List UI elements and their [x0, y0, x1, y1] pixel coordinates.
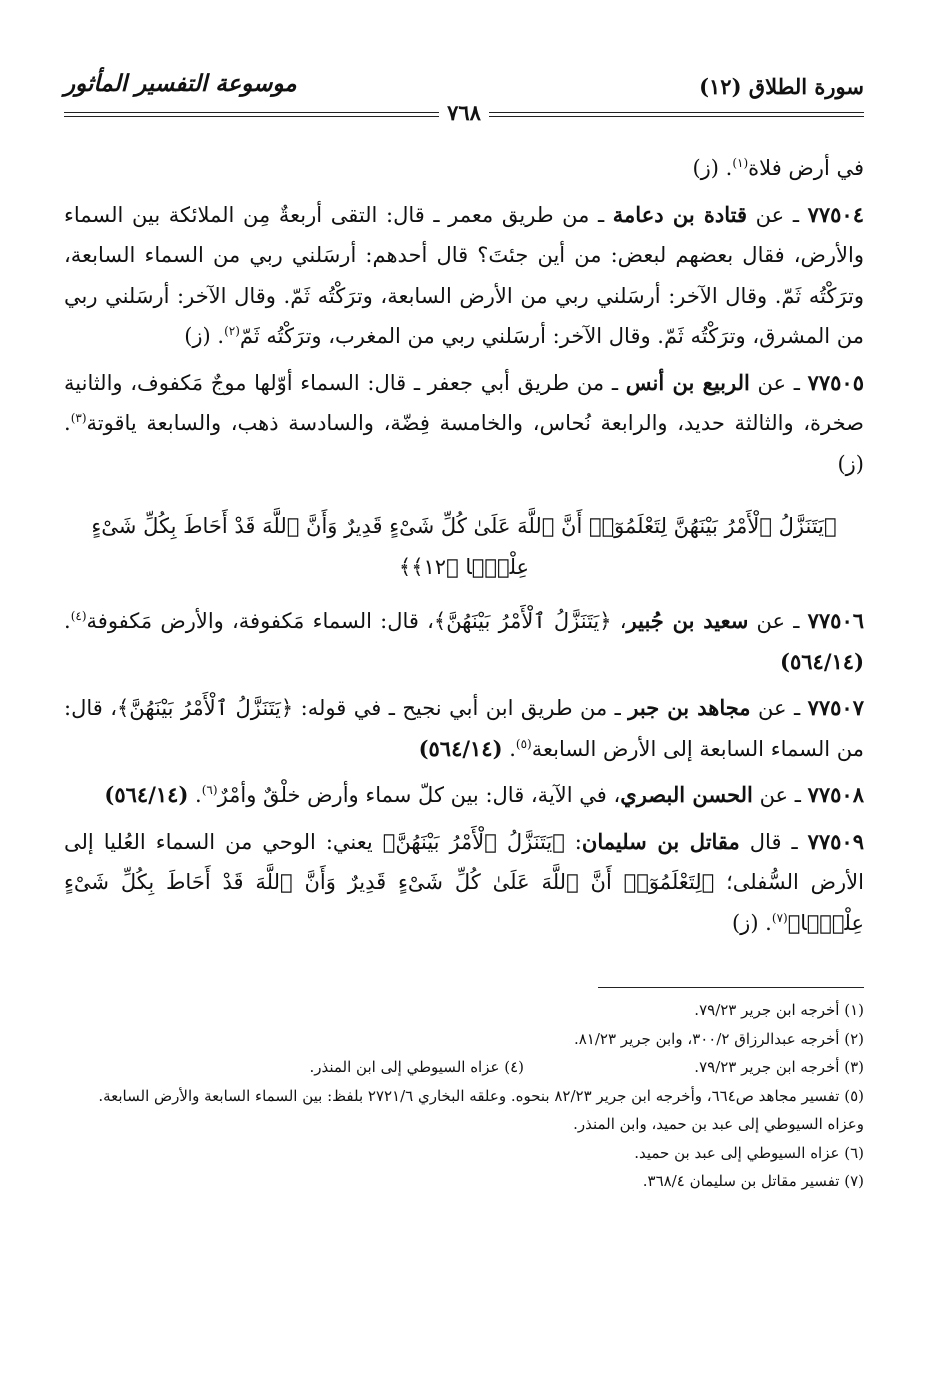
narrator-name: الربيع بن أنس [625, 369, 750, 395]
narrator-name: مجاهد بن جبر [628, 695, 751, 720]
narration-77505 [64, 363, 864, 485]
text: ـ عن [747, 202, 808, 227]
tag: . [64, 609, 71, 633]
page [64, 60, 864, 1196]
text: ـ عن [752, 783, 808, 807]
footnote-2: (٢) أخرجه عبدالرزاق ٣٠٠/٢، وابن جرير ٨١/٢٣. [573, 1029, 864, 1048]
page-number [64, 100, 864, 125]
book-title: موسوعة التفسير المأثور [64, 70, 297, 97]
narrator-name: مقاتل بن سليمان [581, 828, 740, 854]
footnote-row [64, 1053, 864, 1082]
narration-number: ٧٧٥٠٨ [807, 782, 864, 807]
narration-number: ٧٧٥٠٦ [807, 608, 865, 633]
narration-number: ٧٧٥٠٧ [807, 695, 864, 720]
tag: . (ز) [731, 910, 772, 935]
footnote-marker[interactable]: (٣) [70, 411, 87, 425]
narration-number: ٧٧٥٠٥ [807, 369, 864, 395]
footnote-marker[interactable]: (٥) [515, 736, 532, 751]
footnote-marker[interactable]: (٤) [70, 609, 87, 623]
paragraph-continuation [64, 148, 864, 189]
footnote-7: (٧) تفسير مقاتل بن سليمان ٣٦٨/٤. [642, 1172, 864, 1190]
tag: . [188, 783, 202, 807]
text: ، في الآية، قال: بين كلّ سماء وأرض خلْقٌ وأمْرٌ [217, 783, 621, 807]
footnote-6: (٦) عزاه السيوطي إلى عبد بن حميد. [634, 1143, 864, 1162]
page-number-text: ٧٦٨ [439, 100, 489, 125]
tag: . [502, 736, 516, 761]
quran-verse: ﴿يَتَنَزَّلُ ٱلْأَمْرُ بَيْنَهُنَّ لِتَعْلَمُوٓا۟ أَنَّ ٱللَّهَ عَلَىٰ كُلِّ شَىْءٍ قَدِيرٌ وَأَنَّ ٱللَّهَ قَدْ أَحَاطَ بِكُلِّ شَىْءٍ عِلْمًۢا ﴿١٢﴾﴾ [91, 514, 837, 579]
narrator-name: قتادة بن دعامة [612, 201, 748, 227]
running-header [64, 60, 864, 125]
footnote-1: (١) أخرجه ابن جرير ٧٩/٢٣. [694, 1001, 864, 1019]
narration-77507 [64, 688, 864, 769]
text: ـ عن [750, 696, 808, 720]
volume-ref: (٥٦٤/١٤) [418, 735, 503, 761]
footnote-5: (٥) تفسير مجاهد ص٦٦٤، وأخرجه ابن جرير ٨٢/٢٣ بنحوه. وعلقه البخاري ٢٧٢١/٦ بلفظ: بين السماء السابعة والأرض السابعة. وعزاه السيوطي إلى عبد بن حميد، وابن المنذر. [98, 1086, 864, 1133]
volume-ref: (٥٦٤/١٤) [104, 782, 189, 807]
footnote-marker[interactable]: (٧) [771, 910, 788, 925]
footnote-4: (٤) عزاه السيوطي إلى ابن المنذر. [309, 1058, 524, 1076]
text: : ﴿يَتَنَزَّلُ ٱلْأَمْرُ بَيْنَهُنَّ﴾ يعني: الوحي من السماء العُليا إلى الأرض السُّفلى؛ ﴿لِتَعْلَمُوٓا۟ أَنَّ ٱللَّهَ عَلَىٰ كُلِّ شَىْءٍ قَدِيرٌ وَأَنَّ ٱللَّهَ قَدْ أَحَاطَ بِكُلِّ شَىْءٍ عِلْمًۢا﴾ [64, 829, 864, 935]
text: ـ عن [749, 370, 808, 395]
text: ـ من طريق معمر ـ قال: التقى أربعةٌ مِن الملائكة بين السماء والأرض، فقال بعضهم لبعض: من أين جئتَ؟ قال أحدهم: أرسَلني ربي من السماء السابعة، وترَكْتُه ثَمّ. وقال الآخر: أرسَلني ربي من الأرض السابعة، وترَكْتُه ثَمّ. وقال الآخر: أرسَلني ربي من المشرق، وترَكْتُه ثَمّ. وقال الآخر: أرسَلني ربي من المغرب، وترَكْتُه ثَمّ [64, 202, 864, 348]
tag: . (ز) [184, 324, 225, 348]
narrator-name: الحسن البصري [620, 782, 753, 807]
text: ـ عن [748, 609, 808, 633]
tag: . (ز) [64, 411, 864, 476]
narration-77504 [64, 195, 864, 357]
volume-ref: (٥٦٤/١٤) [780, 648, 864, 674]
narration-number: ٧٧٥٠٩ [807, 828, 864, 854]
footnote-separator [598, 987, 864, 988]
text: ـ من طريق ابن أبي نجيح ـ في قوله: ﴿يَتَنَزَّلُ ٱلْأَمْرُ بَيْنَهُنَّ﴾، قال: من السماء السابعة إلى الأرض السابعة [64, 696, 864, 761]
text: ـ من طريق أبي جعفر ـ قال: السماء أوّلها موجٌ مَكفوف، والثانية صخرة، والثالثة حديد، والرابعة نُحاس، والخامسة فِضّة، والسادسة ذهب، والسابعة ياقوتة [64, 370, 864, 435]
main-text [64, 148, 864, 943]
narrator-name: سعيد بن جُبير [626, 608, 749, 633]
text: ـ قال [739, 829, 808, 854]
narration-number: ٧٧٥٠٤ [807, 201, 864, 227]
narration-77506 [64, 601, 864, 682]
text: ، ﴿يَتَنَزَّلُ ٱلْأَمْرُ بَيْنَهُنَّ﴾، قال: السماء مَكفوفة، والأرض مَكفوفة [86, 609, 627, 633]
surah-title: سورة الطلاق (١٢) [699, 74, 864, 99]
footnote-marker[interactable]: (٢) [224, 324, 240, 338]
narration-77509 [64, 822, 864, 944]
footnote-marker[interactable]: (١) [732, 156, 749, 170]
footnote-3: (٣) أخرجه ابن جرير ٧٩/٢٣. [694, 1058, 864, 1076]
footnote-marker[interactable]: (٦) [201, 783, 218, 797]
tag: . (ز) [692, 156, 733, 180]
footnotes [64, 996, 864, 1196]
narration-77508 [64, 775, 864, 816]
text: في أرض فلاة [748, 156, 864, 180]
